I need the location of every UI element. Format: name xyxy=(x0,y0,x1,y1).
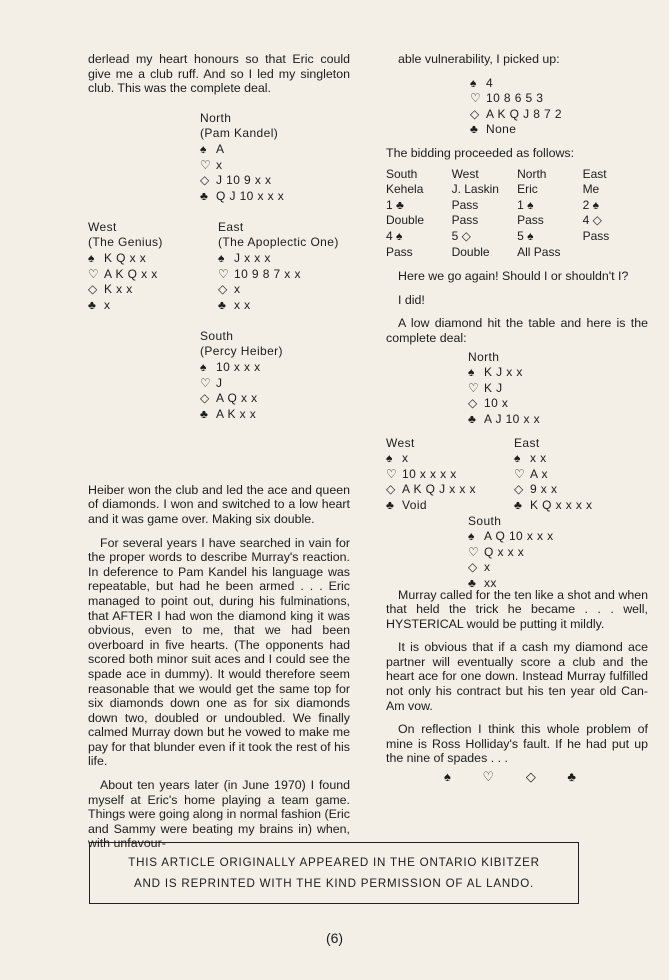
bidding-cell: North xyxy=(517,166,547,181)
heart-icon: ♡ xyxy=(386,466,398,481)
clubs-holding: A K x x xyxy=(216,406,257,421)
club-icon: ♣ xyxy=(218,297,227,312)
bidding-cell: Pass xyxy=(451,213,479,228)
hand-label: South xyxy=(468,513,502,528)
clubs-holding: Q J 10 x x x xyxy=(216,188,285,203)
heart-icon: ♡ xyxy=(468,380,480,395)
bidding-cell: South xyxy=(386,166,418,181)
clubs-holding: Void xyxy=(402,497,427,512)
hearts-holding: A K Q x x xyxy=(104,266,158,281)
diamond-icon: ◇ xyxy=(386,482,396,497)
diamonds-holding: x xyxy=(484,560,491,575)
spade-icon: ♠ xyxy=(200,359,207,374)
diamonds-holding: A K Q J 8 7 2 xyxy=(486,106,562,121)
paragraph: The bidding proceeded as follows: xyxy=(386,145,575,160)
diamond-icon: ◇ xyxy=(468,560,478,575)
hand-label: East xyxy=(514,435,540,450)
hearts-holding: Q x x x xyxy=(484,544,525,559)
spades-holding: K Q x x xyxy=(104,250,147,265)
paragraph: About ten years later (in June 1970) I found myself at Eric's home playing a team game. Things were going along in normal fashion (Eric and Sammy were beating my brains in) when, with unfavour- xyxy=(88,778,350,851)
player-name: (Pam Kandel) xyxy=(200,126,279,141)
clubs-holding: K Q x x x x xyxy=(530,497,593,512)
heart-icon: ♡ xyxy=(88,266,100,281)
club-icon: ♣ xyxy=(88,297,97,312)
bidding-cell: 4 ◇ xyxy=(582,213,602,228)
spade-icon: ♠ xyxy=(386,451,393,466)
bidding-cell: 4 ♠ xyxy=(386,228,403,243)
bidding-row xyxy=(386,182,648,198)
club-icon: ♣ xyxy=(468,411,477,426)
deal-diagram-2 xyxy=(386,350,648,588)
bidding-cell: Pass xyxy=(517,213,544,228)
paragraph: I did! xyxy=(398,292,425,307)
page-number: (6) xyxy=(325,930,344,946)
bidding-cell: Kehela xyxy=(386,182,424,197)
bidding-row xyxy=(386,245,648,261)
east-hand xyxy=(514,436,592,514)
bidding-cell: 1 ♠ xyxy=(517,197,534,212)
player-name: (The Apoplectic One) xyxy=(218,235,339,250)
paragraph: Heiber won the club and led the ace and queen of diamonds. I won and switched to a low heart and it was game over. Making six double. xyxy=(88,482,350,526)
paragraph: A low diamond hit the table and here is the complete deal: xyxy=(386,316,648,345)
diamonds-holding: 10 x xyxy=(484,396,509,411)
hearts-holding: 10 x x x x xyxy=(402,466,457,481)
diamond-icon: ◇ xyxy=(200,173,210,188)
hand-label: East xyxy=(218,219,244,234)
right-column xyxy=(386,52,648,785)
diamonds-holding: x xyxy=(234,282,241,297)
bidding-cell: 5 ♠ xyxy=(517,228,534,243)
deal-diagram-1 xyxy=(88,105,350,421)
hearts-holding: J xyxy=(216,375,223,390)
spades-holding: A xyxy=(216,141,225,156)
spade-icon: ♠ xyxy=(200,141,207,156)
spades-holding: A Q 10 x x x xyxy=(484,529,554,544)
diamonds-holding: K x x xyxy=(104,282,133,297)
clubs-holding: x xyxy=(104,297,111,312)
bidding-row xyxy=(386,198,648,214)
heart-icon: ♡ xyxy=(200,375,212,390)
south-hand xyxy=(200,329,283,423)
diamond-icon: ◇ xyxy=(470,106,480,121)
bidding-row xyxy=(386,213,648,229)
diamond-icon: ◇ xyxy=(514,482,524,497)
hearts-holding: x xyxy=(216,157,223,172)
spades-holding: J x x x xyxy=(234,250,271,265)
spade-icon: ♠ xyxy=(218,250,225,265)
clubs-holding: xx xyxy=(484,575,497,590)
spade-icon: ♠ xyxy=(468,365,475,380)
paragraph: For several years I have searched in vain for the proper words to describe Murray's reaction. In deference to Pam Kandel his language was repeatable, but had he been armed . . . Eric managed to point out, during his fulminations, that AFTER I had won the diamond king it was obvious, even to me, that we had been overboard in five hearts. (The opponents had scored both minor suit aces and I could see the spade ace in dummy). It would therefore seem reasonable that we would get the same top for six diamonds down one as for six diamonds down two, doubled or undoubled. We finally calmed Murray down but he vowed to make me pay for that blunder even if it took the rest of his life. xyxy=(88,535,350,769)
suit-symbols-ornament: ♠ ♡ ◇ ♣ xyxy=(444,769,590,785)
heart-icon: ♡ xyxy=(514,466,526,481)
paragraph: derlead my heart honours so that Eric could give me a club ruff. And so I led my singleton club. This was the complete deal. xyxy=(88,52,350,96)
spades-holding: x x xyxy=(530,451,547,466)
bidding-cell: Double xyxy=(451,244,490,259)
spade-icon: ♠ xyxy=(514,451,521,466)
left-column xyxy=(88,52,350,860)
hearts-holding: K J xyxy=(484,380,503,395)
spades-holding: 4 xyxy=(486,75,494,90)
bidding-cell: 1 ♣ xyxy=(386,197,404,212)
picked-up-hand xyxy=(470,76,648,138)
club-icon: ♣ xyxy=(514,497,523,512)
hearts-holding: 10 9 8 7 x x xyxy=(234,266,301,281)
clubs-holding: A J 10 x x xyxy=(484,411,541,426)
paragraph: able vulnerability, I picked up: xyxy=(398,52,560,66)
north-hand xyxy=(200,111,284,205)
bidding-cell: 5 ◇ xyxy=(451,228,471,243)
paragraph: Here we go again! Should I or shouldn't I? xyxy=(398,269,629,284)
paragraph: Murray called for the ten like a shot and when that held the trick he became . . . well, HYSTERICAL would be putting it mildly. xyxy=(386,587,649,631)
spades-holding: 10 x x x xyxy=(216,359,261,374)
bidding-cell: Pass xyxy=(582,228,610,243)
diamonds-holding: 9 x x xyxy=(530,482,558,497)
club-icon: ♣ xyxy=(468,575,477,590)
club-icon: ♣ xyxy=(200,188,209,203)
diamond-icon: ◇ xyxy=(218,282,228,297)
reprint-notice-box xyxy=(89,842,579,904)
bidding-cell: Eric xyxy=(517,182,538,197)
spade-icon: ♠ xyxy=(468,529,475,544)
heart-icon: ♡ xyxy=(470,91,482,106)
club-icon: ♣ xyxy=(470,122,479,137)
east-hand xyxy=(218,220,339,314)
clubs-holding: x x xyxy=(234,297,251,312)
diamonds-holding: A Q x x xyxy=(216,391,258,406)
spade-icon: ♠ xyxy=(88,250,95,265)
notice-line: THIS ARTICLE ORIGINALLY APPEARED IN THE ONTARIO KIBITZER xyxy=(128,856,540,869)
diamonds-holding: J 10 9 x x xyxy=(216,173,272,188)
paragraph: It is obvious that if a cash my diamond ace partner will eventually score a club and the heart ace for one down. Instead Murray fulfilled not only his contract but his ten year old Can-Am vow. xyxy=(386,640,648,713)
diamonds-holding: A K Q J x x x xyxy=(402,482,476,497)
hand-label: North xyxy=(200,110,232,125)
heart-icon: ♡ xyxy=(468,544,480,559)
bidding-cell: All Pass xyxy=(517,244,561,259)
hand-label: West xyxy=(88,219,117,234)
west-hand xyxy=(88,220,163,314)
heart-icon: ♡ xyxy=(218,266,230,281)
hand-label: North xyxy=(468,349,500,364)
paragraph: On reflection I think this whole problem of mine is Ross Holliday's fault. If he had put up the nine of spades . . . xyxy=(386,722,648,766)
hand-label: West xyxy=(386,435,415,450)
player-name: (The Genius) xyxy=(88,235,163,250)
bidding-cell: Me xyxy=(582,182,600,197)
bidding-row xyxy=(386,229,648,245)
diamond-icon: ◇ xyxy=(468,396,478,411)
clubs-holding: None xyxy=(486,122,517,137)
club-icon: ♣ xyxy=(386,497,395,512)
bidding-table xyxy=(386,167,648,261)
spades-holding: K J x x xyxy=(484,365,523,380)
bidding-cell: West xyxy=(451,166,479,181)
club-icon: ♣ xyxy=(200,406,209,421)
diamond-icon: ◇ xyxy=(200,391,210,406)
bidding-cell: Pass xyxy=(386,244,413,259)
heart-icon: ♡ xyxy=(200,157,212,172)
bidding-cell: J. Laskin xyxy=(451,182,499,197)
spades-holding: x xyxy=(402,451,409,466)
notice-line: AND IS REPRINTED WITH THE KIND PERMISSION OF AL LANDO. xyxy=(133,877,535,890)
spade-icon: ♠ xyxy=(470,75,477,90)
bidding-cell: Double xyxy=(386,213,425,228)
west-hand xyxy=(386,436,476,514)
bidding-cell: 2 ♠ xyxy=(582,197,599,212)
bidding-cell: Pass xyxy=(451,197,479,212)
hearts-holding: A x xyxy=(530,466,548,481)
diamond-icon: ◇ xyxy=(88,282,98,297)
player-name: (Percy Heiber) xyxy=(200,344,283,359)
hearts-holding: 10 8 6 5 3 xyxy=(486,91,544,106)
bidding-row xyxy=(386,167,648,183)
bidding-cell xyxy=(583,245,648,261)
bidding-cell: East xyxy=(582,166,607,181)
south-hand xyxy=(468,514,554,592)
hand-label: South xyxy=(200,328,234,343)
north-hand xyxy=(468,350,540,428)
